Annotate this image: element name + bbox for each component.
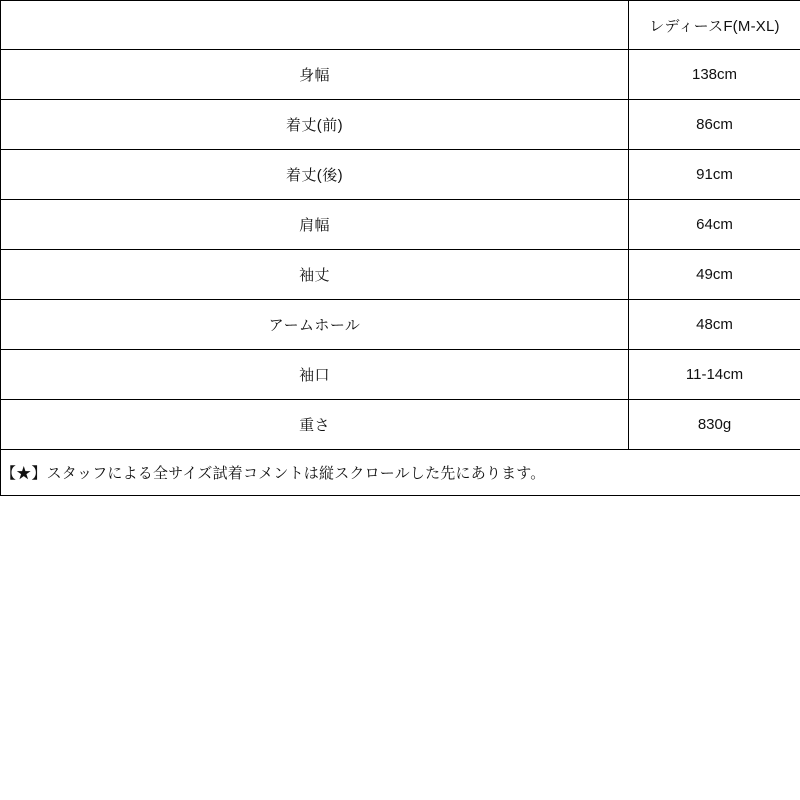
measure-value: 48cm — [629, 300, 800, 350]
measure-label: 着丈(前) — [1, 100, 629, 150]
measure-label: 着丈(後) — [1, 150, 629, 200]
table-row — [1, 100, 800, 150]
table-row — [1, 350, 800, 400]
table-note-row — [1, 450, 800, 496]
staff-comment-note: 【★】スタッフによる全サイズ試着コメントは縦スクロールした先にあります。 — [1, 450, 800, 496]
measure-value: 830g — [629, 400, 800, 450]
measure-value: 64cm — [629, 200, 800, 250]
table-row — [1, 50, 800, 100]
table-row — [1, 300, 800, 350]
measure-label: 肩幅 — [1, 200, 629, 250]
table-row — [1, 400, 800, 450]
table-row — [1, 200, 800, 250]
table-header-size-cell: レディースF(M-XL) — [629, 1, 800, 50]
table-header-blank-cell — [1, 1, 629, 50]
measure-value: 86cm — [629, 100, 800, 150]
table-row — [1, 150, 800, 200]
measure-label: 身幅 — [1, 50, 629, 100]
measure-label: 重さ — [1, 400, 629, 450]
table-row — [1, 250, 800, 300]
measure-value: 11-14cm — [629, 350, 800, 400]
measure-label: 袖口 — [1, 350, 629, 400]
table-header-row — [1, 1, 800, 50]
measure-value: 49cm — [629, 250, 800, 300]
measure-value: 91cm — [629, 150, 800, 200]
measure-value: 138cm — [629, 50, 800, 100]
measure-label: 袖丈 — [1, 250, 629, 300]
measure-label: アームホール — [1, 300, 629, 350]
